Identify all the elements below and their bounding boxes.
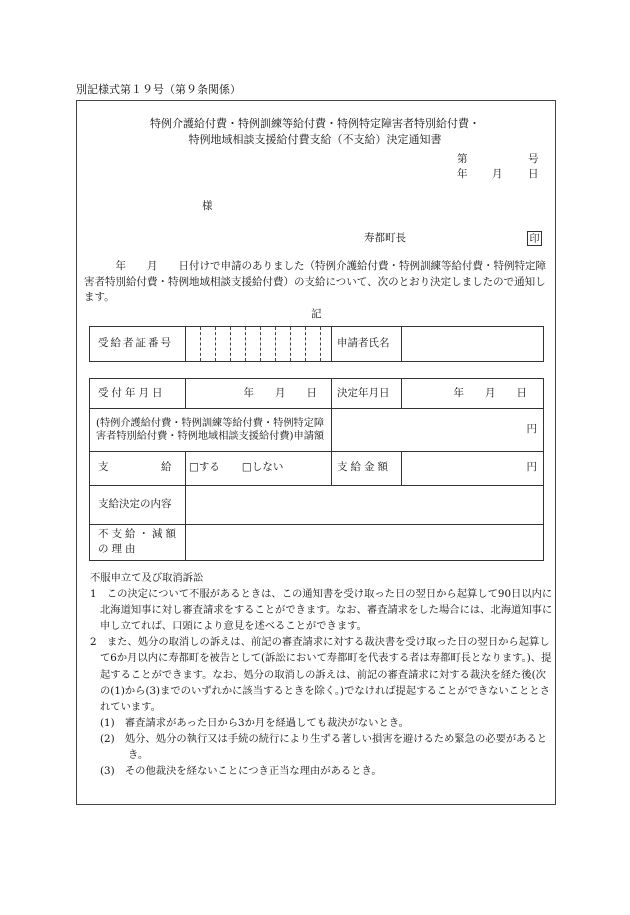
notes-paragraph-2: 2 また、処分の取消しの訴えは、前記の審査請求に対する裁決書を受け取った日の翌日から起算して6か月以内に寿都町を被告として(訴訟において寿都町を代表する者は寿都町長となります。)、提起することができます。なお、処分の取消しの訴えは、前記の審査請求に対する裁決を経た後(次の(1)から(3)までのいずれかに該当するときを除く。)でなければ提起することができないこととされています。: [90, 636, 552, 713]
decision-table: [89, 378, 544, 561]
issue-date-month: 月: [492, 168, 503, 180]
issue-date-year: 年: [457, 168, 468, 180]
applicant-name-label: 申請者氏名: [337, 337, 390, 350]
requested-amount-yen: 円: [526, 422, 537, 435]
requested-amount-label: (特例介護給付費・特例訓練等給付費・特例特定障害者特別給付費・特例地域相談支援給付費)申請額: [96, 417, 325, 442]
form-number-label: 別記様式第１９号（第９条関係）: [76, 83, 241, 96]
received-date-label: 受付年月日: [98, 386, 166, 399]
option-pay-checkbox[interactable]: □する: [189, 461, 220, 474]
applicant-name-field: [401, 327, 543, 361]
appeal-notes: [90, 570, 554, 779]
rejection-reason-label: 不支給・減額の理由: [98, 528, 179, 555]
notes-item-3: (3) その他裁決を経ないことにつき正当な理由があるとき。: [100, 765, 382, 778]
addressee-suffix: 様: [202, 200, 213, 212]
doc-number-suffix: 号: [528, 153, 539, 165]
notes-item-1: (1) 審査請求があった日から3か月を経過しても裁決がないとき。: [100, 716, 409, 729]
payment-options: [185, 451, 331, 485]
doc-number-prefix: 第: [457, 153, 468, 165]
option-no-pay-checkbox[interactable]: □しない: [241, 461, 284, 474]
recipient-table: [89, 326, 544, 362]
issuer-name: 寿都町長: [364, 232, 406, 244]
issue-date-day: 日: [528, 168, 539, 180]
payment-label: 支 給: [98, 461, 172, 474]
seal-mark: 印: [527, 231, 542, 246]
title-line-1: 特例介護給付費・特例訓練等給付費・特例特定障害者特別給付費・: [150, 117, 480, 130]
decision-date-value: 年 月 日: [453, 386, 527, 399]
recipient-number-label: 受給者証番号: [98, 337, 173, 350]
payment-amount-yen: 円: [526, 461, 537, 474]
payment-amount-label: 支給金額: [337, 461, 391, 474]
notice-body: 年 月 日付けで申請のありました（特例介護給付費・特例訓練等給付費・特例特定障害者特別給付費・特例地域相談支援給付費）の支給について、次のとおり決定しましたので通知します。: [84, 260, 546, 303]
notes-paragraph-1: 1 この決定について不服があるときは、この通知書を受け取った日の翌日から起算して90日以内に北海道知事に対し審査請求をすることができます。なお、審査請求をした場合には、北海道知事に申し立てれば、口頭により意見を述べることができます。: [90, 588, 553, 633]
notes-item-2: (2) 処分、処分の執行又は手続の続行により生ずる著しい損害を避けるため緊急の必要があるとき。: [100, 732, 548, 762]
decision-content-label: 支給決定の内容: [98, 497, 172, 510]
received-date-value: 年 月 日: [243, 386, 317, 399]
notes-heading: 不服申立て及び取消訴訟: [90, 572, 204, 584]
title-line-2: 特例地域相談支援給付費支給（不支給）決定通知書: [188, 133, 442, 146]
decision-date-label: 決定年月日: [337, 386, 390, 399]
ki-label: 記: [311, 308, 322, 320]
